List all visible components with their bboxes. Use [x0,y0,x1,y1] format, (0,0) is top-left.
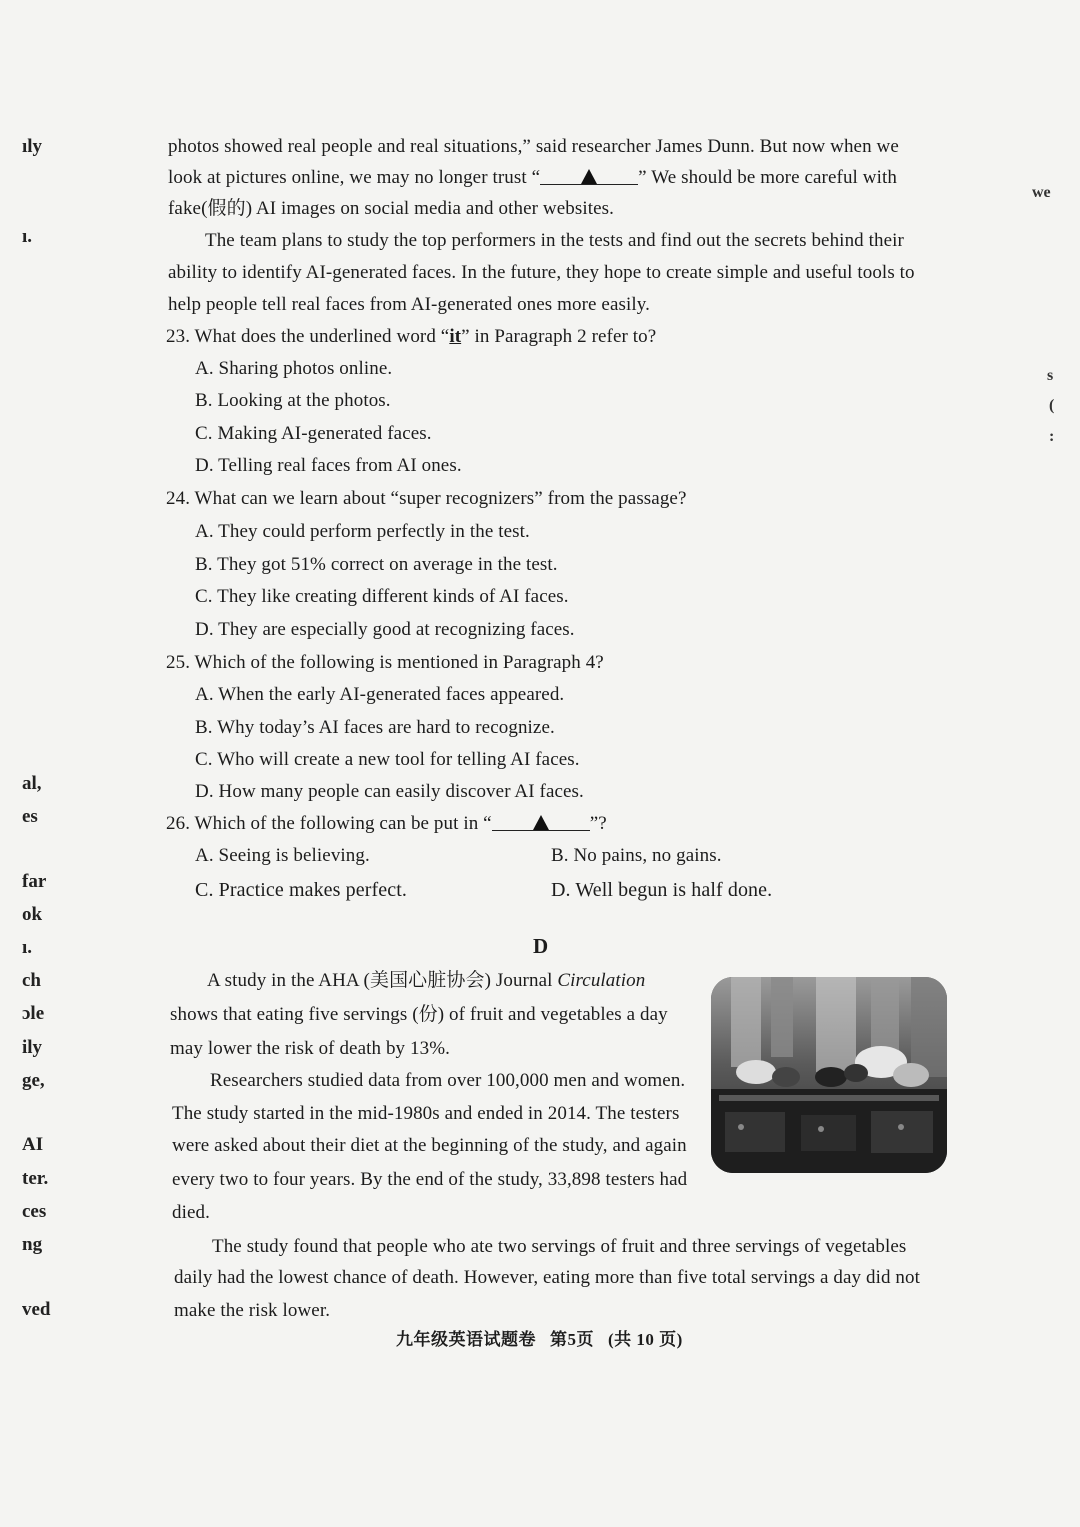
passage-c-line: photos showed real people and real situations,” said researcher James Dunn. But now when we [168,136,899,157]
passage-d-line [207,969,645,993]
passage-c-text: look at pictures online, we may no longer trust “ [168,167,541,188]
triangle-icon [533,815,549,830]
passage-d-text: A study in the AHA (美国心脏协会) Journal [207,970,558,991]
section-heading: D [533,934,549,958]
question-26 [166,812,607,836]
option-26-d[interactable]: D. Well begun is half done. [551,879,773,901]
option-25-a[interactable]: A. When the early AI-generated faces appeared. [195,684,565,705]
question-text: 26. Which of the following can be put in “ [166,813,492,834]
option-23-b[interactable]: B. Looking at the photos. [195,390,391,411]
question-24: 24. What can we learn about “super recognizers” from the passage? [166,488,687,509]
option-24-c[interactable]: C. They like creating different kinds of AI faces. [195,586,569,607]
question-text: 23. What does the underlined word “ [166,326,450,347]
passage-d-line: were asked about their diet at the beginning of the study, and again [172,1135,687,1156]
passage-d-line: Researchers studied data from over 100,000 men and women. [210,1070,686,1091]
margin-fragment: ces [22,1201,47,1222]
margin-fragment: es [22,806,38,827]
passage-c-text: ” We should be more careful with [638,167,897,188]
option-25-b[interactable]: B. Why today’s AI faces are hard to recognize. [195,717,555,738]
underlined-word: it [449,326,462,347]
passage-d-line: The study started in the mid-1980s and ended in 2014. The testers [172,1103,680,1124]
page-number: 第5页 [550,1330,594,1349]
margin-fragment: : [1049,428,1055,445]
option-23-a[interactable]: A. Sharing photos online. [195,358,393,379]
page-footer [396,1325,697,1350]
question-23 [166,325,656,349]
question-25: 25. Which of the following is mentioned in Paragraph 4? [166,652,604,673]
margin-fragment: ok [22,904,43,925]
margin-fragment: ıly [22,136,43,157]
margin-fragment: ı. [22,226,33,247]
option-23-d[interactable]: D. Telling real faces from AI ones. [195,455,462,476]
margin-fragment: al, [22,773,42,794]
passage-d-line: died. [172,1202,210,1223]
exam-title: 九年级英语试题卷 [396,1330,536,1349]
margin-fragment: ved [22,1299,51,1320]
passage-d-line: may lower the risk of death by 13%. [170,1038,450,1059]
passage-c-line: help people tell real faces from AI-generated ones more easily. [168,294,650,315]
answer-blank [540,166,638,185]
question-text: ”? [589,813,607,834]
margin-fragment: ɔle [22,1003,45,1024]
margin-fragment: s [1047,367,1054,384]
journal-name: Circulation [557,970,646,991]
passage-c-line [168,166,897,190]
passage-c-line: The team plans to study the top performers in the tests and find out the secrets behind their [205,230,904,251]
answer-blank [492,812,590,831]
margin-fragment: AI [22,1134,44,1155]
passage-d-line: every two to four years. By the end of the study, 33,898 testers had [172,1169,688,1190]
margin-fragment: ng [22,1234,43,1255]
passage-d-line: daily had the lowest chance of death. However, eating more than five total servings a day did not [174,1267,921,1288]
question-text: ” in Paragraph 2 refer to? [461,326,657,347]
option-24-b[interactable]: B. They got 51% correct on average in the test. [195,554,558,575]
passage-d-line: make the risk lower. [174,1300,331,1321]
margin-fragment: ter. [22,1168,49,1189]
option-26-c[interactable]: C. Practice makes perfect. [195,879,407,901]
option-25-c[interactable]: C. Who will create a new tool for telling AI faces. [195,749,580,770]
margin-fragment: ( [1049,397,1055,414]
option-24-d[interactable]: D. They are especially good at recognizing faces. [195,619,575,640]
margin-fragment: ch [22,970,41,991]
passage-d-line: The study found that people who ate two servings of fruit and three servings of vegetables [212,1236,907,1257]
page-total: (共 10 页) [608,1330,683,1349]
option-24-a[interactable]: A. They could perform perfectly in the test. [195,521,530,542]
margin-fragment: we [1032,184,1051,201]
option-26-b[interactable]: B. No pains, no gains. [551,845,722,866]
passage-d-line: shows that eating five servings (份) of fruit and vegetables a day [170,1004,668,1025]
margin-fragment: ge, [22,1070,45,1091]
margin-fragment: ily [22,1037,43,1058]
passage-c-line: ability to identify AI-generated faces. In the future, they hope to create simple and useful tools to [168,262,915,283]
margin-fragment: ı. [22,937,33,958]
fruit-vegetables-photo [711,977,947,1173]
passage-c-line: fake(假的) AI images on social media and other websites. [168,198,614,219]
margin-fragment: far [22,871,47,892]
option-25-d[interactable]: D. How many people can easily discover AI faces. [195,781,584,802]
option-23-c[interactable]: C. Making AI-generated faces. [195,423,432,444]
triangle-icon [581,169,597,184]
option-26-a[interactable]: A. Seeing is believing. [195,845,370,866]
